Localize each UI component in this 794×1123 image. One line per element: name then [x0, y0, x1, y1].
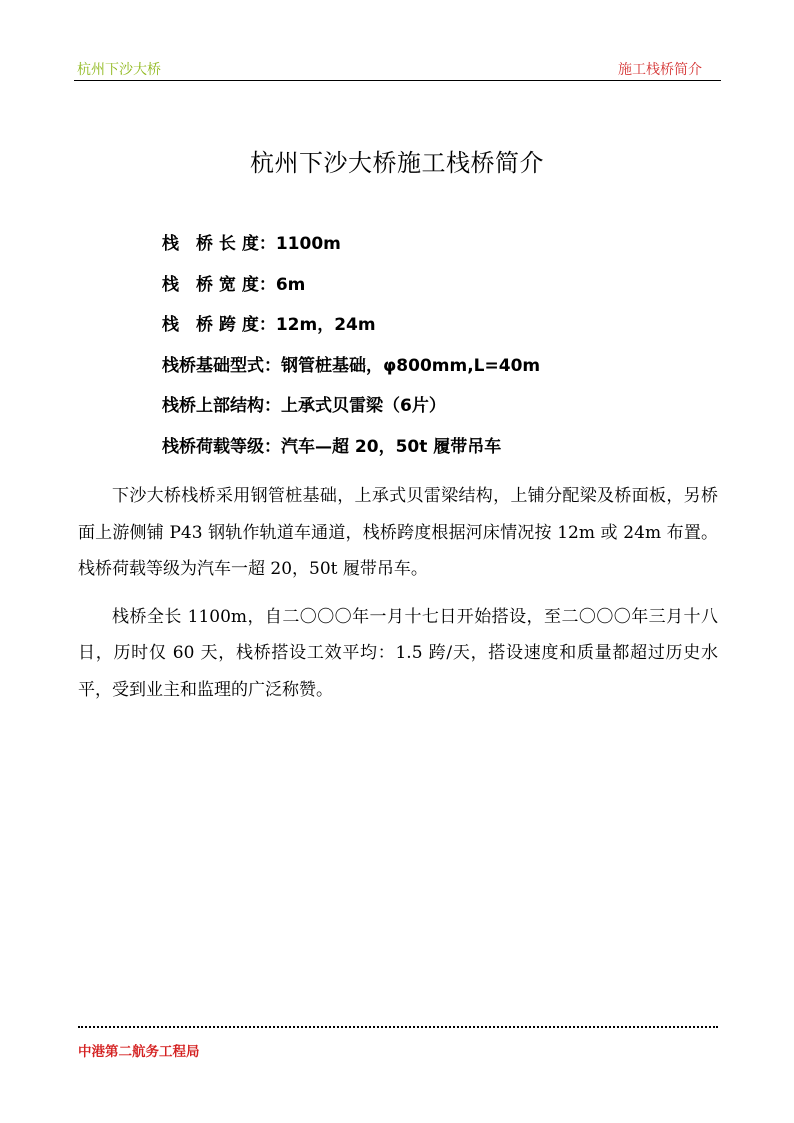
- spec-load-rating: [162, 433, 540, 474]
- spec-label: 栈 桥 宽 度：: [162, 274, 276, 295]
- document-title: 杭州下沙大桥施工栈桥简介: [250, 149, 544, 177]
- paragraph-2: 栈桥全长 1100m，自二〇〇〇年一月十七日开始搭设，至二〇〇〇年三月十八日，历时仅 60 天，栈桥搭设工效平均：1.5 跨/天，搭设速度和质量都超过历史水平，受到业主和监理的广泛称赞。: [78, 606, 718, 700]
- spec-label: 栈 桥 长 度：: [162, 234, 276, 254]
- spec-label: 栈 桥 跨 度：: [162, 315, 276, 335]
- spec-label: 栈桥荷载等级：: [162, 436, 281, 457]
- spec-foundation: [162, 352, 540, 393]
- spec-list: [162, 230, 540, 473]
- spec-width: [162, 271, 540, 312]
- body-text: [78, 478, 718, 719]
- spec-label: 栈桥上部结构：: [162, 396, 281, 416]
- spec-label: 栈桥基础型式：: [162, 355, 281, 376]
- spec-superstructure: [162, 392, 540, 433]
- header-left-title: 杭州下沙大桥: [77, 62, 161, 78]
- spec-length: [162, 230, 540, 271]
- spec-value: 汽车—超 20，50t 履带吊车: [281, 436, 502, 457]
- footer-dotted-rule: [78, 1026, 718, 1028]
- header-right-title: 施工栈桥简介: [618, 62, 702, 78]
- header-rule: [74, 80, 721, 81]
- spec-value: 钢管桩基础，φ800mm,L=40m: [281, 355, 541, 376]
- footer-organization: 中港第二航务工程局: [78, 1044, 200, 1060]
- spec-value: 6m: [275, 274, 306, 295]
- spec-value: 上承式贝雷梁（6片）: [281, 396, 446, 416]
- spec-value: 12m，24m: [275, 315, 376, 335]
- paragraph-1: 下沙大桥栈桥采用钢管桩基础，上承式贝雷梁结构，上铺分配梁及桥面板，另桥面上游侧铺 P43 钢轨作轨道车通道，栈桥跨度根据河床情况按 12m 或 24m 布置。栈桥荷载等级为汽车一超 20，50t 履带吊车。: [78, 486, 718, 579]
- spec-value: 1100m: [275, 234, 341, 254]
- spec-span: [162, 311, 540, 352]
